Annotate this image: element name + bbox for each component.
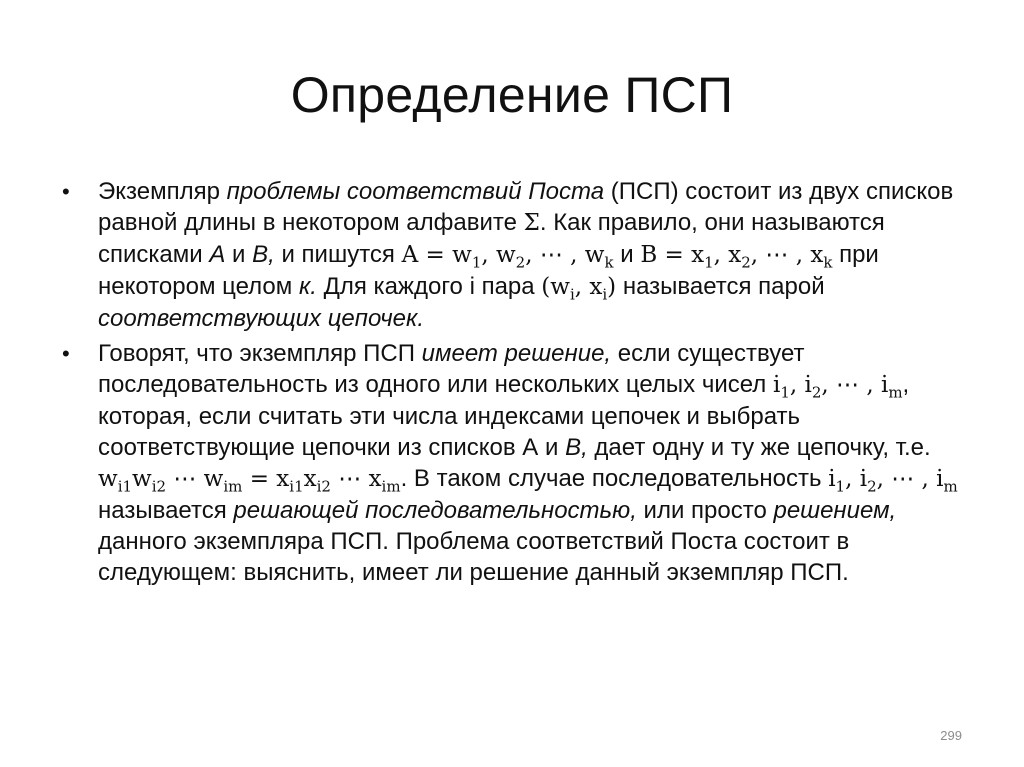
math-formula bbox=[401, 242, 614, 272]
math-subscript: i1 bbox=[117, 477, 133, 496]
bullet-dot-icon: • bbox=[62, 179, 70, 204]
math-subscript: i bbox=[569, 285, 575, 304]
math-subscript: 2 bbox=[811, 383, 822, 402]
math-subscript: 2 bbox=[515, 253, 526, 272]
math-subscript: im bbox=[223, 477, 243, 496]
math-run: w bbox=[98, 466, 118, 492]
text-run: , которая, если считать эти числа индексами цепочек и выбрать соответствующие цепочки из списков А и bbox=[98, 371, 910, 461]
math-subscript: 1 bbox=[835, 477, 846, 496]
text-run: . Как правило, они называются списками bbox=[98, 209, 885, 268]
bullet-list bbox=[62, 176, 962, 592]
term-italic: имеет решение, bbox=[421, 340, 612, 367]
math-subscript: i bbox=[602, 285, 608, 304]
math-run: i bbox=[828, 466, 836, 492]
text-run: . В таком случае последовательность bbox=[400, 465, 829, 492]
math-run: ⋯ w bbox=[166, 466, 224, 492]
math-alphabet: Σ bbox=[523, 210, 540, 236]
math-run: ) bbox=[607, 274, 617, 300]
math-subscript: m bbox=[888, 383, 903, 402]
term-italic: соответствующих цепочек. bbox=[98, 305, 425, 332]
math-subscript: m bbox=[943, 477, 958, 496]
text-run: и bbox=[613, 241, 641, 268]
math-run: A = w bbox=[401, 242, 472, 268]
slide-title: Определение ПСП bbox=[290, 67, 734, 123]
text-run: при некотором целом bbox=[98, 241, 879, 300]
math-formula bbox=[828, 466, 958, 496]
bullet-item bbox=[62, 176, 962, 334]
math-run: , ⋯ , i bbox=[821, 372, 889, 398]
math-subscript: im bbox=[381, 477, 401, 496]
math-formula bbox=[98, 466, 401, 496]
math-formula bbox=[772, 372, 903, 402]
math-run: = x bbox=[242, 466, 290, 492]
math-run: w bbox=[132, 466, 152, 492]
math-run: , i bbox=[845, 466, 868, 492]
math-run: x bbox=[303, 466, 317, 492]
math-formula bbox=[640, 242, 833, 272]
math-subscript: k bbox=[823, 253, 833, 272]
text-run: и пишутся bbox=[274, 241, 402, 268]
text-run: Экземпляр bbox=[98, 178, 227, 205]
text-run: если существует последовательность из одного или нескольких целых чисел bbox=[98, 340, 805, 398]
text-run: называется bbox=[98, 497, 234, 524]
math-run: , w bbox=[481, 242, 516, 268]
math-run: , x bbox=[574, 274, 603, 300]
math-run: i bbox=[772, 372, 781, 398]
math-run: , x bbox=[713, 242, 742, 268]
math-run: , ⋯ , i bbox=[876, 466, 944, 492]
text-run: дает одну и ту же цепочку, т.е. bbox=[587, 434, 931, 461]
text-run: Говорят, что экземпляр ПСП bbox=[98, 340, 422, 367]
math-formula bbox=[541, 274, 617, 304]
bullet-item bbox=[62, 338, 962, 588]
math-subscript: i2 bbox=[151, 477, 167, 496]
term-italic: к. bbox=[298, 273, 317, 300]
text-run: и bbox=[225, 241, 253, 268]
bullet-dot-icon: • bbox=[62, 341, 70, 366]
text-run: данного экземпляра ПСП. Проблема соответствий Поста состоит в следующем: выяснить, имеет ли решение данный экземпляр ПСП. bbox=[98, 528, 850, 586]
math-subscript: 2 bbox=[741, 253, 751, 272]
text-run: называется парой bbox=[616, 273, 825, 300]
math-subscript: 1 bbox=[471, 253, 482, 272]
term-italic: решением, bbox=[773, 497, 897, 524]
term-italic: решающей последовательностью, bbox=[233, 497, 637, 524]
term-italic: проблемы соответствий Поста bbox=[226, 178, 605, 205]
page-number: 299 bbox=[940, 728, 962, 743]
term-italic: B, bbox=[565, 434, 588, 461]
term-italic: A bbox=[209, 241, 226, 268]
math-run: , ⋯ , w bbox=[525, 242, 605, 268]
text-run: Для каждого i пара bbox=[316, 273, 542, 300]
math-subscript: 2 bbox=[867, 477, 877, 496]
term-italic: B, bbox=[252, 241, 275, 268]
math-run: (w bbox=[541, 274, 570, 300]
math-run: , ⋯ , x bbox=[750, 242, 824, 268]
text-run: или просто bbox=[636, 497, 774, 524]
math-subscript: 1 bbox=[704, 253, 714, 272]
text-run: (ПСП) состоит из двух списков равной длины в некотором алфавите bbox=[98, 178, 954, 236]
math-subscript: k bbox=[604, 253, 614, 272]
math-run: ⋯ x bbox=[330, 466, 382, 492]
math-subscript: i2 bbox=[316, 477, 331, 496]
math-subscript: 1 bbox=[780, 383, 790, 402]
math-subscript: i1 bbox=[289, 477, 304, 496]
math-run: B = x bbox=[640, 242, 705, 268]
math-run: , i bbox=[789, 372, 812, 398]
